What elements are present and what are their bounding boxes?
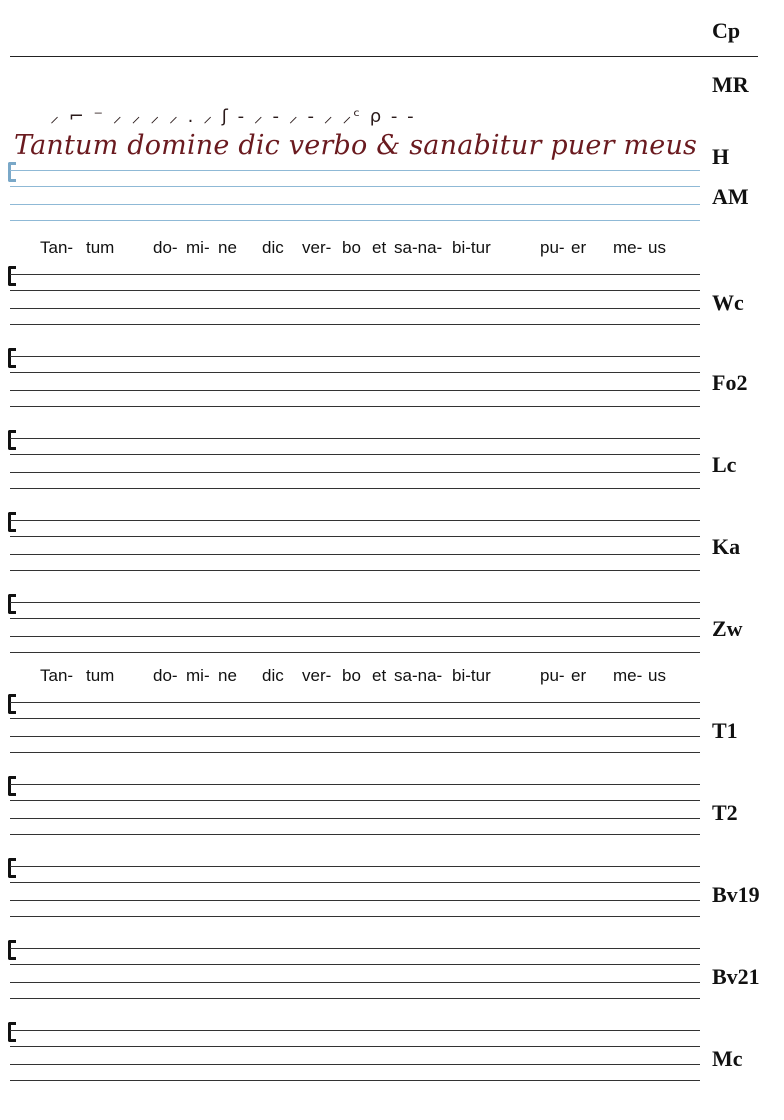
siglum-wc: Wc [712, 290, 744, 315]
syllable: bo [342, 666, 361, 685]
c-clef-icon [8, 940, 16, 960]
syllable: me- [613, 666, 643, 685]
siglum-bv21: Bv21 [712, 964, 760, 989]
syllable: do- [153, 238, 178, 257]
siglum-ka: Ka [712, 534, 741, 559]
siglum-mr: MR [712, 72, 749, 97]
siglum-bv19: Bv19 [712, 882, 760, 907]
syllable: ver- [302, 238, 332, 257]
siglum-h: H [712, 144, 730, 169]
syllable: dic [262, 238, 284, 257]
syllable: et [372, 238, 387, 257]
lyrics-row-2 [0, 666, 700, 690]
syllable: pu- [540, 666, 565, 685]
siglum-am: AM [712, 184, 749, 209]
siglum-mc: Mc [712, 1046, 743, 1071]
manuscript-text: Tantum domine dic verbo & sanabitur puer meus [14, 130, 698, 161]
syllable: et [372, 666, 387, 685]
c-clef-icon [8, 1022, 16, 1042]
syllable: tum [86, 666, 115, 685]
syllable: Tan- [40, 238, 74, 257]
syllable: bi-tur [452, 666, 491, 685]
syllable: dic [262, 666, 284, 685]
syllable: us [648, 238, 666, 257]
syllable: sa-na- [394, 666, 443, 685]
c-clef-icon [8, 430, 16, 450]
syllable: er [571, 238, 587, 257]
c-clef-icon [8, 858, 16, 878]
header-rule [10, 56, 758, 57]
c-clef-icon [8, 348, 16, 368]
syllable: pu- [540, 238, 565, 257]
siglum-t2: T2 [712, 800, 738, 825]
siglum-cp: Cp [712, 18, 741, 43]
c-clef-icon [8, 162, 16, 182]
c-clef-icon [8, 776, 16, 796]
syllable: mi- [186, 238, 210, 257]
c-clef-icon [8, 594, 16, 614]
siglum-lc: Lc [712, 452, 737, 477]
syllable: me- [613, 238, 643, 257]
syllable: do- [153, 666, 178, 685]
siglum-zw: Zw [712, 616, 743, 641]
manuscript-neumes: ⸝ ⌐ ⁻ ⸝ ⸝ ⸝ ⸝ . ⸝ ʃ - ⸝ - ⸝ - ⸝ ⸝ᶜ ρ - - [50, 106, 416, 127]
syllable: tum [86, 238, 115, 257]
syllable: ne [218, 238, 237, 257]
syllable: er [571, 666, 587, 685]
c-clef-icon [8, 694, 16, 714]
syllable: us [648, 666, 666, 685]
c-clef-icon [8, 512, 16, 532]
syllable: Tan- [40, 666, 74, 685]
syllable: ne [218, 666, 237, 685]
syllable: bo [342, 238, 361, 257]
siglum-t1: T1 [712, 718, 738, 743]
lyrics-row-1 [0, 238, 700, 262]
syllable: mi- [186, 666, 210, 685]
syllable: sa-na- [394, 238, 443, 257]
syllable: bi-tur [452, 238, 491, 257]
c-clef-icon [8, 266, 16, 286]
syllable: ver- [302, 666, 332, 685]
siglum-fo2: Fo2 [712, 370, 748, 395]
